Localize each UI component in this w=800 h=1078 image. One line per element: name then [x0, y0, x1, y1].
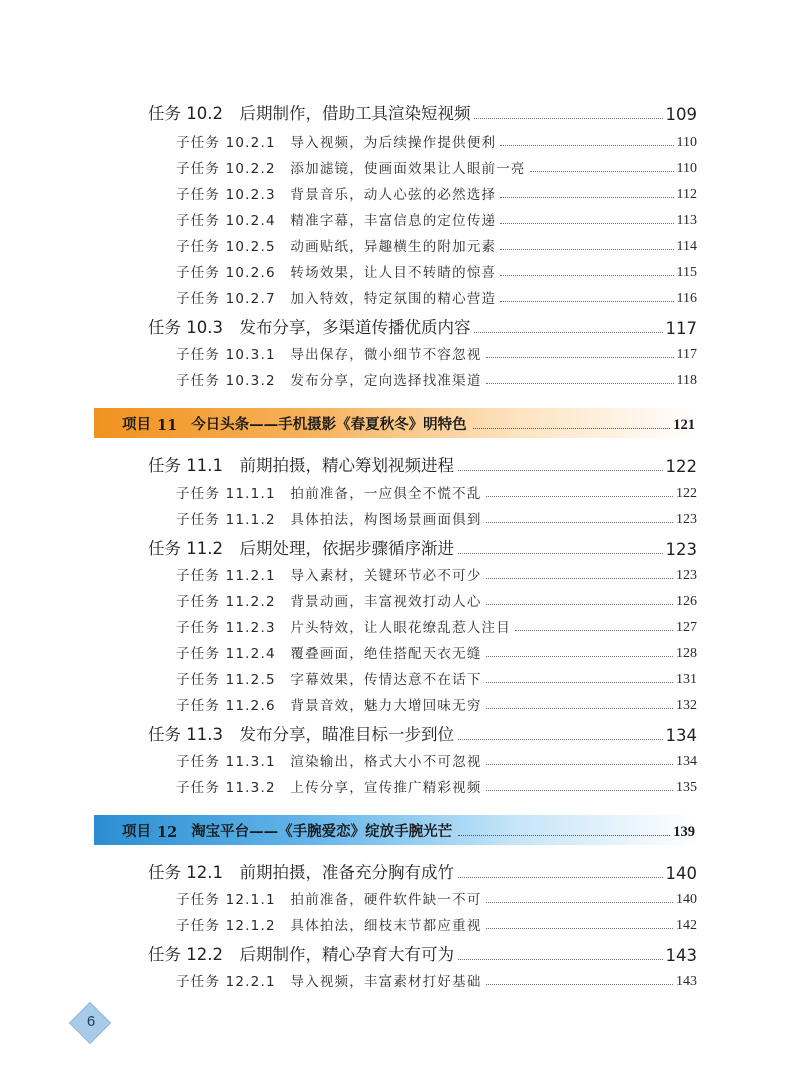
subtask-title: 子任务 11.1.1 拍前准备，一应俱全不慌不乱 — [176, 486, 482, 502]
subtask-title: 子任务 10.2.5 动画贴纸，异趣横生的附加元素 — [176, 239, 497, 255]
subtask-entry[interactable] — [176, 231, 697, 255]
subtask-title: 子任务 10.2.2 添加滤镜，使画面效果让人眼前一亮 — [176, 161, 526, 177]
leader-dots — [500, 223, 673, 224]
subtask-entry[interactable] — [176, 560, 697, 584]
subtask-title: 子任务 11.2.1 导入素材，关键环节必不可少 — [176, 568, 482, 584]
subtask-entry[interactable] — [176, 339, 697, 363]
subtask-title: 子任务 11.2.2 背景动画，丰富视效打动人心 — [176, 594, 482, 610]
subtask-title: 子任务 11.2.5 字幕效果，传情达意不在话下 — [176, 672, 482, 688]
leader-dots — [473, 428, 671, 429]
subtask-entry[interactable] — [176, 365, 697, 389]
project-heading-line — [94, 820, 699, 841]
page-ref[interactable]: 134 — [676, 754, 697, 769]
task-title: 任务 12.1 前期拍摄，准备充分胸有成竹 — [148, 863, 454, 882]
project-number: 11 — [157, 416, 178, 434]
subtask-title: 子任务 10.3.2 发布分享，定向选择找准渠道 — [176, 373, 482, 389]
project-title: 淘宝平台——《手腕爱恋》绽放手腕光芒 — [191, 822, 453, 840]
subtask-title: 子任务 11.1.2 具体拍法，构图场景画面俱到 — [176, 512, 482, 528]
task-title: 任务 10.2 后期制作，借助工具渲染短视频 — [148, 104, 471, 123]
subtask-entry[interactable] — [176, 478, 697, 502]
leader-dots — [530, 171, 674, 172]
subtask-title: 子任务 10.2.1 导入视频，为后续操作提供便利 — [176, 135, 497, 151]
project-heading-line — [94, 413, 699, 434]
page-ref[interactable]: 140 — [676, 892, 697, 907]
leader-dots — [474, 332, 662, 333]
page-ref[interactable]: 110 — [676, 135, 697, 150]
page-number: 6 — [86, 1013, 96, 1030]
subtask-entry[interactable] — [176, 504, 697, 528]
leader-dots — [486, 764, 673, 765]
task-entry[interactable] — [148, 312, 697, 338]
subtask-title: 子任务 10.2.3 背景音乐，动人心弦的必然选择 — [176, 187, 497, 203]
subtask-entry[interactable] — [176, 612, 697, 636]
page-ref[interactable]: 122 — [665, 457, 697, 476]
task-title: 任务 10.3 发布分享，多渠道传播优质内容 — [148, 318, 471, 337]
leader-dots — [500, 145, 673, 146]
task-entry[interactable] — [148, 533, 697, 559]
page-ref[interactable]: 132 — [676, 698, 697, 713]
page-ref[interactable]: 118 — [676, 373, 697, 388]
leader-dots — [486, 656, 673, 657]
leader-dots — [486, 578, 673, 579]
page-ref[interactable]: 112 — [676, 187, 697, 202]
subtask-entry[interactable] — [176, 257, 697, 281]
page-ref[interactable]: 123 — [676, 568, 697, 583]
page-ref[interactable]: 121 — [673, 416, 695, 433]
page-ref[interactable]: 123 — [676, 512, 697, 527]
page-ref[interactable]: 117 — [665, 319, 697, 338]
subtask-entry[interactable] — [176, 283, 697, 307]
leader-dots — [458, 739, 663, 740]
task-title: 任务 11.3 发布分享，瞄准目标一步到位 — [148, 725, 454, 744]
page-ref[interactable]: 142 — [676, 918, 697, 933]
leader-dots — [486, 496, 673, 497]
page-ref[interactable]: 115 — [676, 265, 697, 280]
leader-dots — [486, 984, 673, 985]
page-ref[interactable]: 139 — [673, 823, 695, 840]
subtask-title: 子任务 10.3.1 导出保存，微小细节不容忽视 — [176, 347, 482, 363]
project-title: 今日头条——手机摄影《春夏秋冬》明特色 — [191, 415, 467, 433]
leader-dots — [458, 470, 663, 471]
project-number: 12 — [157, 823, 178, 841]
page-ref[interactable]: 123 — [665, 540, 697, 559]
subtask-entry[interactable] — [176, 586, 697, 610]
subtask-entry[interactable] — [176, 179, 697, 203]
subtask-entry[interactable] — [176, 910, 697, 934]
leader-dots — [486, 383, 674, 384]
page-ref[interactable]: 117 — [676, 347, 697, 362]
page-ref[interactable]: 113 — [676, 213, 697, 228]
leader-dots — [486, 604, 673, 605]
page-ref[interactable]: 131 — [676, 672, 697, 687]
page-ref[interactable]: 116 — [676, 291, 697, 306]
leader-dots — [458, 959, 663, 960]
task-entry[interactable] — [148, 857, 697, 883]
task-entry[interactable] — [148, 450, 697, 476]
leader-dots — [515, 630, 673, 631]
subtask-title: 子任务 10.2.6 转场效果，让人目不转睛的惊喜 — [176, 265, 497, 281]
subtask-title: 子任务 11.2.6 背景音效，魅力大增回味无穷 — [176, 698, 482, 714]
page-ref[interactable]: 122 — [676, 486, 697, 501]
leader-dots — [500, 301, 673, 302]
leader-dots — [486, 928, 673, 929]
page-ref[interactable]: 114 — [676, 239, 697, 254]
leader-dots — [486, 790, 673, 791]
subtask-title: 子任务 11.3.2 上传分享，宣传推广精彩视频 — [176, 780, 482, 796]
task-title: 任务 11.1 前期拍摄，精心筹划视频进程 — [148, 456, 454, 475]
leader-dots — [458, 553, 663, 554]
task-entry[interactable] — [148, 939, 697, 965]
subtask-entry[interactable] — [176, 884, 697, 908]
leader-dots — [458, 835, 670, 836]
subtask-title: 子任务 11.2.3 片头特效，让人眼花缭乱惹人注目 — [176, 620, 511, 636]
subtask-title: 子任务 12.1.2 具体拍法，细枝末节都应重视 — [176, 918, 482, 934]
project-label: 项目 — [122, 415, 151, 433]
subtask-entry[interactable] — [176, 205, 697, 229]
subtask-entry[interactable] — [176, 638, 697, 662]
page-ref[interactable]: 135 — [676, 780, 697, 795]
leader-dots — [500, 275, 673, 276]
subtask-entry[interactable] — [176, 772, 697, 796]
subtask-entry[interactable] — [176, 664, 697, 688]
task-title: 任务 12.2 后期制作，精心孕育大有可为 — [148, 945, 454, 964]
leader-dots — [486, 522, 673, 523]
page-ref[interactable]: 143 — [665, 946, 697, 965]
page-number-badge — [72, 1005, 110, 1043]
page-ref[interactable]: 126 — [676, 594, 697, 609]
leader-dots — [474, 118, 662, 119]
leader-dots — [486, 357, 674, 358]
subtask-entry[interactable] — [176, 153, 697, 177]
page-ref[interactable]: 109 — [665, 105, 697, 124]
page-ref[interactable]: 127 — [676, 620, 697, 635]
page-ref[interactable]: 110 — [676, 161, 697, 176]
subtask-title: 子任务 11.3.1 渲染输出，格式大小不可忽视 — [176, 754, 482, 770]
task-entry[interactable] — [148, 98, 697, 124]
page-ref[interactable]: 128 — [676, 646, 697, 661]
subtask-title: 子任务 10.2.4 精准字幕，丰富信息的定位传递 — [176, 213, 497, 229]
subtask-title: 子任务 10.2.7 加入特效，特定氛围的精心营造 — [176, 291, 497, 307]
task-title: 任务 11.2 后期处理，依据步骤循序渐进 — [148, 539, 454, 558]
leader-dots — [486, 902, 673, 903]
project-heading — [94, 815, 699, 845]
subtask-entry[interactable] — [176, 127, 697, 151]
subtask-title: 子任务 11.2.4 覆叠画面，绝佳搭配天衣无缝 — [176, 646, 482, 662]
subtask-entry[interactable] — [176, 746, 697, 770]
leader-dots — [500, 197, 673, 198]
page-ref[interactable]: 143 — [676, 974, 697, 989]
leader-dots — [486, 708, 673, 709]
project-heading — [94, 408, 699, 438]
page-ref[interactable]: 134 — [665, 726, 697, 745]
leader-dots — [500, 249, 673, 250]
leader-dots — [458, 877, 663, 878]
task-entry[interactable] — [148, 719, 697, 745]
project-label: 项目 — [122, 822, 151, 840]
subtask-title: 子任务 12.2.1 导入视频，丰富素材打好基础 — [176, 974, 482, 990]
subtask-entry[interactable] — [176, 690, 697, 714]
leader-dots — [486, 682, 673, 683]
page-ref[interactable]: 140 — [665, 864, 697, 883]
subtask-entry[interactable] — [176, 966, 697, 990]
subtask-title: 子任务 12.1.1 拍前准备，硬件软件缺一不可 — [176, 892, 482, 908]
